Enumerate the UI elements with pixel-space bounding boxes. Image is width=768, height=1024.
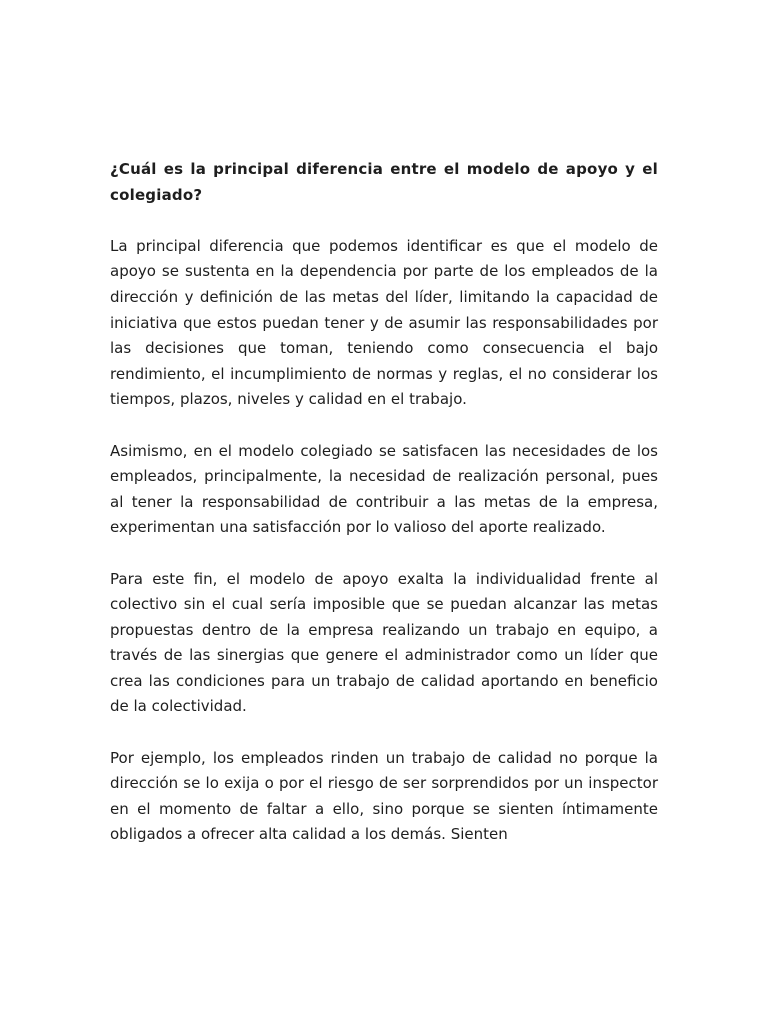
paragraph-3: Para este fin, el modelo de apoyo exalta la individualidad frente al colectivo sin el cual sería imposible que se puedan alcanzar las metas propuestas dentro de la empresa realizando un trabajo en equipo, a través de las sinergias que genere el administrador como un líder que crea las condiciones para un trabajo de calidad aportando en beneficio de la colectividad.	[110, 569, 658, 716]
document-body	[110, 157, 658, 874]
paragraph-2: Asimismo, en el modelo colegiado se satisfacen las necesidades de los empleados, principalmente, la necesidad de realización personal, pues al tener la responsabilidad de contribuir a las metas de la empresa, experimentan una satisfacción por lo valioso del aporte realizado.	[110, 441, 658, 537]
question-heading: ¿Cuál es la principal diferencia entre el modelo de apoyo y el colegiado?	[110, 160, 658, 204]
paragraph-1: La principal diferencia que podemos identificar es que el modelo de apoyo se sustenta en la dependencia por parte de los empleados de la dirección y definición de las metas del líder, limitando la capacidad de iniciativa que estos puedan tener y de asumir las responsabilidades por las decisiones que toman, teniendo como consecuencia el bajo rendimiento, el incumplimiento de normas y reglas, el no considerar los tiempos, plazos, niveles y calidad en el trabajo.	[110, 236, 658, 409]
paragraph-4: Por ejemplo, los empleados rinden un trabajo de calidad no porque la dirección se lo exija o por el riesgo de ser sorprendidos por un inspector en el momento de faltar a ello, sino porque se sienten íntimamente obligados a ofrecer alta calidad a los demás. Sienten	[110, 748, 658, 844]
